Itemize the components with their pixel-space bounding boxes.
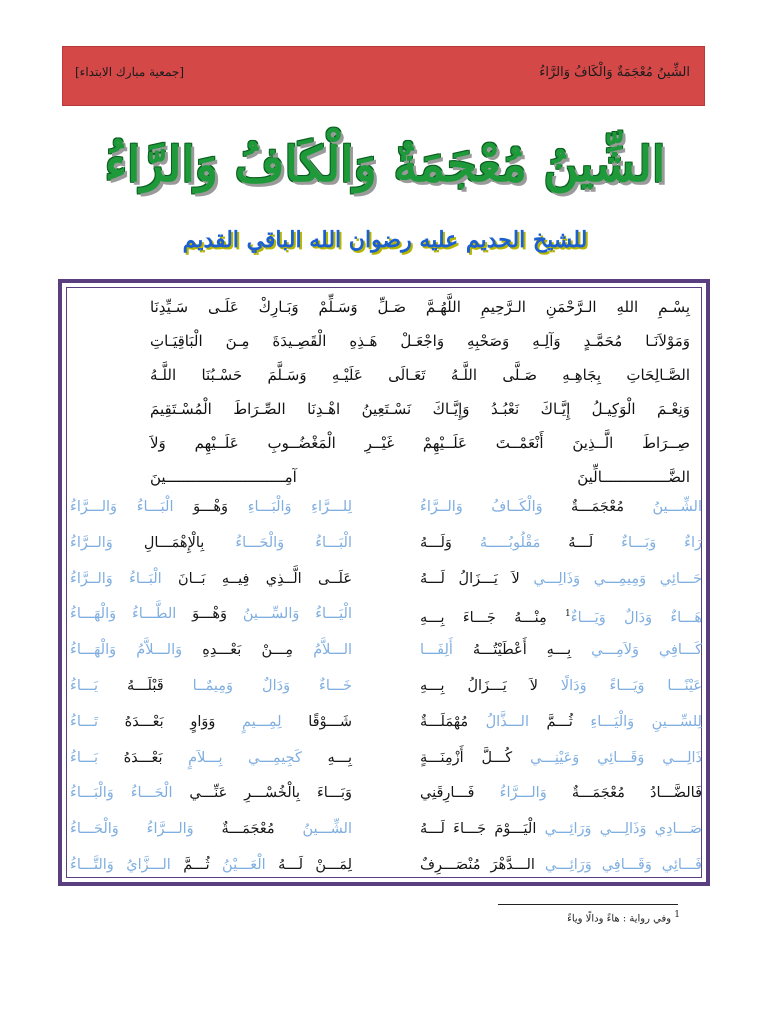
verse-segment: الـــزَّايُ وَالتَّـــاءُ <box>70 856 171 873</box>
verse-segment: الْعَـــيْنُ <box>209 856 266 873</box>
verse-segment: الـــدَّهْرَ مُنْصَـــرِفٌ <box>420 856 535 873</box>
verse-segment: قَبْلَـــهُ <box>98 677 164 694</box>
verse-segment: لِمَـــنْ لَـــهُ <box>265 856 352 873</box>
verse-segment: بِـــهِ <box>301 749 352 766</box>
verse-first-hemistich <box>420 812 702 848</box>
header-bar <box>62 46 705 106</box>
footnote-marker: 1 <box>674 910 680 920</box>
verse-segment: خَـــاءٌ وَدَالٌ وَمِيمٌــا <box>163 677 352 694</box>
verse-segment: الْبَـــاءُ وَالْحَـــاءُ <box>204 534 353 551</box>
footnote-reference[interactable]: 1 <box>565 609 571 620</box>
verse-segment: وَوَاوٍ بَعْـــدَهُ <box>98 713 216 730</box>
verse-segment: صَـــادِي وَذَالِـــي وَرَائِـــي <box>536 821 702 838</box>
verse-second-hemistich <box>70 848 352 884</box>
prose-line: وَمَوْلاَنَـا مُحَمَّـدٍ وَآلِـهِ وَصَحْبِهِ وَاجْعَـلْ هَـذِهِ الْقَصِـيدَةَ مِـنَ الْبَاقِيَـاتِ <box>150 332 690 350</box>
verse-row <box>70 597 702 633</box>
verse-first-hemistich <box>420 597 702 633</box>
verse-segment: الْيَـــاءُ وَالسِّـــينُ <box>226 606 352 623</box>
verse-segment: فَالضَّـــادُ <box>624 785 703 802</box>
verse-row <box>70 812 702 848</box>
verse-second-hemistich <box>70 597 352 633</box>
verse-segment: وَالــرَّاءُ <box>70 534 113 551</box>
verse-segment: أَلِفَـــا <box>420 642 453 659</box>
verse-segment: مُعْجَمَـــةٌ <box>542 499 625 515</box>
verse-segment: وَهْـــوَ <box>176 606 227 623</box>
verse-row <box>70 669 702 705</box>
verse-segment: لَـــهُ <box>540 534 594 551</box>
verse-second-hemistich <box>70 490 352 526</box>
verse-segment: فَـــارِقَنِي <box>420 785 475 802</box>
verse-segment: مُهْمَلَـــةٌ <box>420 713 469 730</box>
verse-segment: شَـــوْقًا <box>281 713 352 730</box>
verse-segment: عَلَــى الَّــذِي فِيــهِ <box>205 570 352 587</box>
opening-prose <box>150 290 690 494</box>
verse-segment: ثُـــمَّ <box>529 713 573 730</box>
verse-segment: الْبَـــاءُ وَالـــرَّاءُ <box>70 499 174 515</box>
verse-segment: حَـــائِي وَمِيمِـــي <box>580 570 702 587</box>
verse-segment: ثُـــمَّ <box>170 856 210 873</box>
verse-segment: الْبَــاءُ وَالــرَّاءُ <box>70 570 162 587</box>
prose-line: الصَّـالِحَاتِ بِجَاهِـهِ صَـلَّى اللَّـهُ تَعَـالَى عَلَيْـهِ وَسَـلَّمَ حَسْـبُنَا اللَّـهُ <box>150 366 690 384</box>
verse-first-hemistich <box>420 490 702 526</box>
verse-first-hemistich <box>420 562 702 598</box>
verse-first-hemistich <box>420 526 702 562</box>
verse-second-hemistich <box>70 705 352 741</box>
verse-segment: كَـــافِي وَلاَمِـــي <box>571 642 702 659</box>
verse-row <box>70 562 702 598</box>
verse-segment: الْيَـــوْمَ جَـــاءَ لَـــهُ <box>420 821 537 838</box>
footnote-rule <box>498 904 678 905</box>
verse-second-hemistich <box>70 669 352 705</box>
verse-segment: لِلـــرَّاءِ وَالْبَـــاءِ <box>228 499 352 515</box>
verse-segment: وَالـــرَّاءُ <box>474 785 547 802</box>
poem-title: الشِّينُ مُعْجَمَةٌ وَالْكَافُ وَالرَّاءُ <box>104 137 666 193</box>
verse-segment: بَــانَ <box>161 570 206 587</box>
verse-segment: الـــذَّالُ <box>468 713 529 730</box>
verse-segment: ذَالِـــي وَقَـــائِي وَعَيْنِـــي <box>512 749 703 766</box>
verse-row <box>70 490 702 526</box>
prose-line: صِــرَاطَ الَّــذِينَ أَنْعَمْــتَ عَلَــيْهِمْ غَيْــرِ الْمَغْضُــوبِ عَلَــيْهِم وَلاَ <box>150 434 690 452</box>
verse-first-hemistich <box>420 741 702 777</box>
verse-segment: وَلَـــهُ <box>420 534 452 551</box>
verse-segment: يَـــاءُ <box>70 677 99 694</box>
verse-list <box>70 490 702 884</box>
verse-second-hemistich <box>70 741 352 777</box>
verse-row <box>70 848 702 884</box>
verse-second-hemistich <box>70 776 352 812</box>
verse-segment: الطَّـــاءُ وَالْهَـــاءُ <box>70 606 177 623</box>
verse-row <box>70 633 702 669</box>
verse-segment: بَعْـــدَهُ <box>98 749 163 766</box>
verse-segment: هَـــاءٌ وَدَالٌ وَيَـــاءٌ <box>570 610 702 627</box>
verse-segment: عَيْنًـــا وَيَـــاءً وَدَالًا <box>537 677 702 694</box>
verse-first-hemistich <box>420 669 702 705</box>
prose-line: بِسْـمِ اللهِ الـرَّحْمَنِ الـرَّحِيمِ اللَّهُـمَّ صَـلِّ وَسَـلِّمْ وَبَـارِكْ عَلَـى سَـيِّدِنَا <box>150 298 690 316</box>
verse-segment: رَاءٌ وَبَـــاءٌ <box>593 534 702 551</box>
verse-segment: الشِّـــينُ <box>274 821 352 838</box>
verse-segment: مُعْجَمَـــةٌ <box>193 821 275 838</box>
verse-second-hemistich <box>70 562 352 598</box>
header-association-label: [جمعية مبارك الابتداء] <box>75 65 184 79</box>
verse-segment: مِنْـــهُ جَـــاءَ بِـــهِ <box>420 610 566 627</box>
verse-segment: وَذَالِـــي <box>519 570 581 587</box>
verse-segment: عَنِّـــي <box>172 785 228 802</box>
footnote <box>567 910 680 924</box>
verse-segment: مُعْجَمَـــةٌ <box>546 785 625 802</box>
verse-first-hemistich <box>420 848 702 884</box>
verse-segment: وَالـــلاَّمُ وَالْهَـــاءُ <box>70 642 183 659</box>
header-running-title: الشِّينُ مُعْجَمَةٌ وَالْكَافُ وَالرَّاءُ <box>539 65 690 80</box>
poem-subtitle: للشيخ الحديم عليه رضوان الله الباقي القديم <box>182 227 588 253</box>
verse-segment: وَبَـــاءَ بِالْخُسْـــرِ <box>227 785 352 802</box>
verse-segment: الشِّـــينُ <box>624 499 702 515</box>
verse-segment: بِالْإِهْمَـــالِ <box>112 534 205 551</box>
verse-segment: كُـــلَّ أَزْمِنَـــةٍ <box>420 749 513 766</box>
verse-second-hemistich <box>70 633 352 669</box>
prose-line: وَنِعْـمَ الْوَكِيـلُ إِيَّـاكَ نَعْبُـدُ وَإِيَّـاكَ نَسْـتَعِينُ اهْـدِنَا الصِّـرَاطَ الْمُسْـتَقِيمَ <box>150 400 690 418</box>
prose-line: الضَّـــــــــــــــالِّينَ آمِـــــــــــــــــــــــــــينَ <box>150 468 690 486</box>
verse-first-hemistich <box>420 776 702 812</box>
verse-first-hemistich <box>420 705 702 741</box>
verse-segment: بِـــهِ أَعْطَيْتُـــهُ <box>452 642 572 659</box>
verse-segment: لاَ يَـــزَالُ بِـــهِ <box>420 677 538 694</box>
verse-second-hemistich <box>70 812 352 848</box>
verse-segment: الْحَـــاءُ وَالْبَـــاءُ <box>70 785 173 802</box>
verse-segment: لاَ يَـــزَالُ لَـــهُ <box>420 570 520 587</box>
verse-segment: لِلسِّـــينِ وَالْيَـــاءِ <box>572 713 702 730</box>
verse-segment: بَـــاءُ <box>70 749 99 766</box>
verse-second-hemistich <box>70 526 352 562</box>
verse-row <box>70 526 702 562</box>
verse-row <box>70 741 702 777</box>
verse-first-hemistich <box>420 633 702 669</box>
verse-segment: الـــلاَّمُ <box>293 642 353 659</box>
footnote-text: وفي رواية : هاءً ودالًا وياءً <box>567 913 675 925</box>
verse-segment: لِمِـــيمٍ <box>215 713 282 730</box>
verse-row <box>70 705 702 741</box>
verse-segment: مَقْلُوبُـــــهُ <box>451 534 541 551</box>
verse-segment: مِـــنْ بَعْـــدِهِ <box>182 642 294 659</box>
verse-segment: كَجِيمِـــي بِـــلاَمٍ <box>162 749 302 766</box>
verse-row <box>70 776 702 812</box>
verse-segment: وَهْـــوَ <box>173 499 229 515</box>
verse-segment: وَالـــرَّاءُ وَالْحَـــاءُ <box>70 821 194 838</box>
verse-segment: وَالْكَــافُ وَالــرَّاءُ <box>420 499 543 515</box>
verse-segment: فَـــائِي وَقَـــافِي وَرَائِـــي <box>534 856 702 873</box>
verse-segment: تَـــاءُ <box>70 713 99 730</box>
